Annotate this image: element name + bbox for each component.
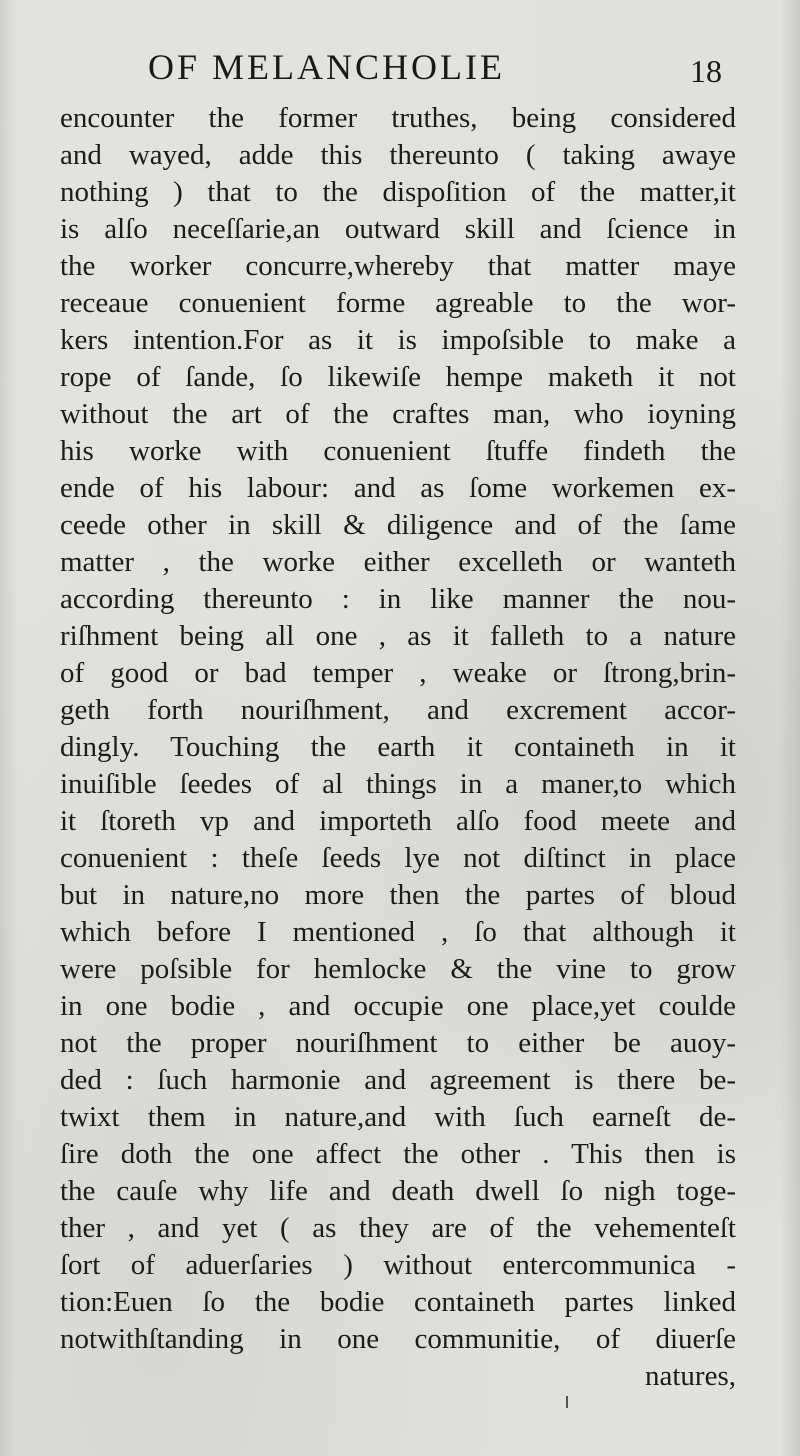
catchword: natures, — [645, 1360, 736, 1392]
text-line: of good or bad temper , weake or ſtrong,brin- — [60, 657, 736, 689]
body-text — [60, 100, 736, 1395]
text-line: is alſo neceſſarie,an outward skill and ſcience in — [60, 213, 736, 245]
text-line: tion:Euen ſo the bodie containeth partes linked — [60, 1286, 736, 1318]
page-number: 18 — [690, 53, 722, 89]
text-line: ther , and yet ( as they are of the vehementeſt — [60, 1212, 736, 1244]
text-line: but in nature,no more then the partes of bloud — [60, 879, 736, 911]
text-line: conuenient : theſe ſeeds lye not diſtinct in place — [60, 842, 736, 874]
text-line: geth forth nouriſhment, and excrement accor- — [60, 694, 736, 726]
text-line: dingly. Touching the earth it containeth in it — [60, 731, 736, 763]
text-line: receaue conuenient forme agreable to the wor- — [60, 287, 736, 319]
text-line: riſhment being all one , as it falleth to a nature — [60, 620, 736, 652]
text-line: twixt them in nature,and with ſuch earneſt de- — [60, 1101, 736, 1133]
text-line: his worke with conuenient ſtuffe findeth the — [60, 435, 736, 467]
text-line: ſort of aduerſaries ) without entercommunica - — [60, 1249, 736, 1281]
text-line: ende of his labour: and as ſome workemen ex- — [60, 472, 736, 504]
text-line: and wayed, adde this thereunto ( taking awaye — [60, 139, 736, 171]
text-line: kers intention.For as it is impoſsible to make a — [60, 324, 736, 356]
text-line: ceede other in skill & diligence and of the ſame — [60, 509, 736, 541]
text-line: the cauſe why life and death dwell ſo nigh toge- — [60, 1175, 736, 1207]
text-line: inuiſible ſeedes of al things in a maner,to which — [60, 768, 736, 800]
text-line: matter , the worke either excelleth or wanteth — [60, 546, 736, 578]
page-header — [0, 44, 800, 94]
text-line: which before I mentioned , ſo that although it — [60, 916, 736, 948]
text-line: the worker concurre,whereby that matter maye — [60, 250, 736, 282]
ink-speck — [566, 1396, 568, 1408]
text-line: were poſsible for hemlocke & the vine to grow — [60, 953, 736, 985]
text-line: not the proper nouriſhment to either be auoy- — [60, 1027, 736, 1059]
text-line: notwithſtanding in one communitie, of diuerſe — [60, 1323, 736, 1355]
text-line: in one bodie , and occupie one place,yet coulde — [60, 990, 736, 1022]
running-title: OF MELANCHOLIE — [148, 47, 505, 87]
text-line: encounter the former truthes, being considered — [60, 102, 736, 134]
text-line: rope of ſande, ſo likewiſe hempe maketh it not — [60, 361, 736, 393]
text-line: ſire doth the one affect the other . This then is — [60, 1138, 736, 1170]
text-line: it ſtoreth vp and importeth alſo food meete and — [60, 805, 736, 837]
text-line: nothing ) that to the dispoſition of the matter,it — [60, 176, 736, 208]
text-line: without the art of the craftes man, who ioyning — [60, 398, 736, 430]
text-line: ded : ſuch harmonie and agreement is there be- — [60, 1064, 736, 1096]
text-line: according thereunto : in like manner the nou- — [60, 583, 736, 615]
